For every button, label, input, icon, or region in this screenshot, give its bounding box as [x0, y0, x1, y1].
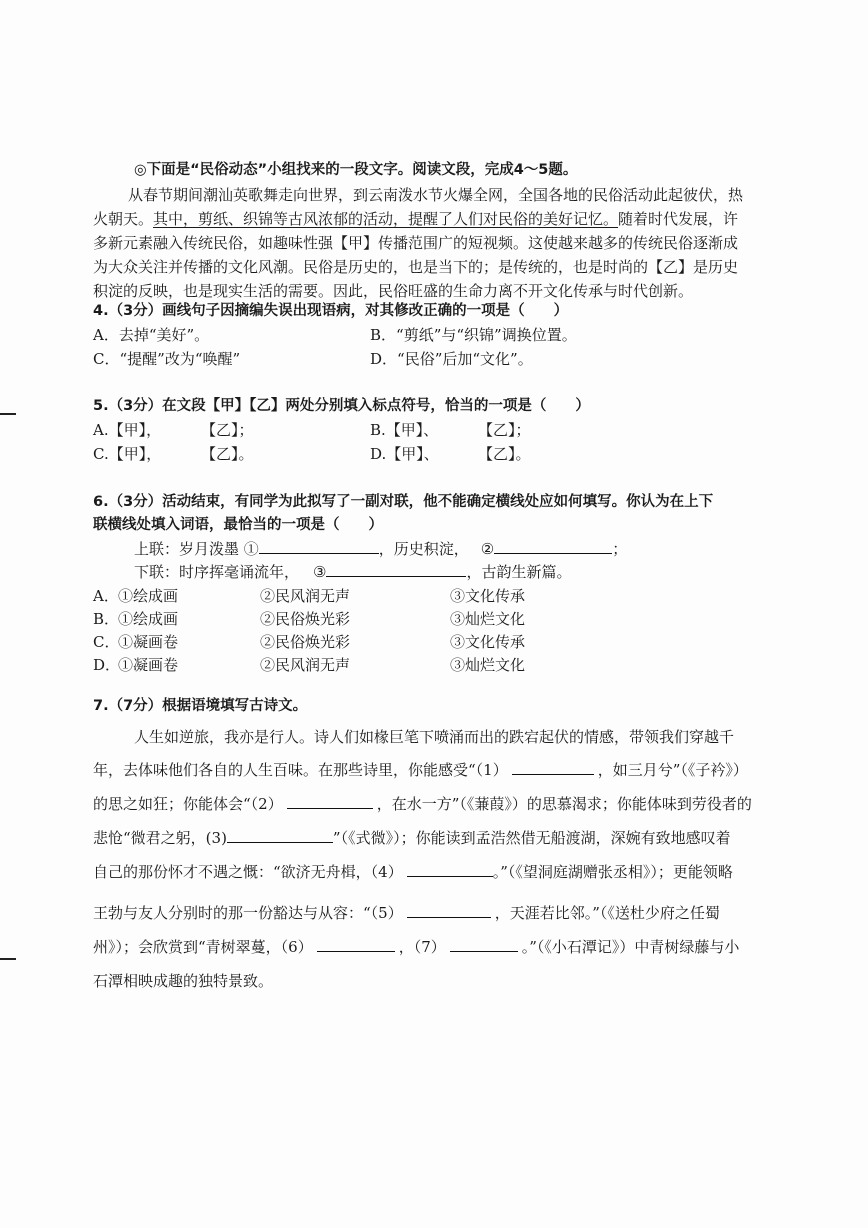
q4-option-c: C．“提醒”改为“唤醒” — [93, 350, 241, 368]
passage-line-2: 火朝天。其中，剪纸、织锦等古风浓郁的活动，提醒了人们对民俗的美好记忆。随着时代发展，许 — [93, 210, 739, 228]
q6-option-a: A．①绘成画 ②民风润无声 ③文化传承 — [93, 587, 526, 605]
section-intro: ◎下面是“民俗动态”小组找来的一段文字。阅读文段，完成4～5题。 — [134, 162, 578, 178]
blank-2[interactable] — [494, 539, 612, 554]
passage-line-5: 积淀的反映，也是现实生活的需要。因此，民俗旺盛的生命力离不开文化传承与时代创新。 — [93, 282, 694, 300]
couplet-upper: 上联：岁月泼墨 ① ，历史积淀， ② ； — [134, 540, 628, 558]
q6-option-d: D．①凝画卷 ②民风润无声 ③灿烂文化 — [93, 656, 526, 674]
q7-line-1: 人生如逆旅，我亦是行人。诗人们如椽巨笔下喷涌而出的跌宕起伏的情感，带领我们穿越千 — [134, 728, 735, 746]
passage-line-3: 多新元素融入传统民俗，如趣味性强【甲】传播范围广的短视频。这使越来越多的传统民俗逐渐成 — [93, 234, 739, 252]
q7-line-7: 州》）；会欣赏到“青树翠蔓，（6） ，（7） 。”（《小石潭记》）中青树绿藤与小 — [93, 938, 740, 956]
poem-blank-1[interactable] — [512, 760, 594, 775]
passage-line-4: 为大众关注并传播的文化风潮。民俗是历史的，也是当下的；是传统的，也是时尚的【乙】是历史 — [93, 258, 739, 276]
poem-blank-7[interactable] — [450, 937, 518, 952]
q4-option-b: B．“剪纸”与“织锦”调换位置。 — [370, 326, 577, 344]
q7-line-4: 悲怆“微君之躬，(3) ”（《式微》）；你能读到孟浩然借无船渡湖，深婉有致地感叹着 — [93, 829, 731, 847]
q7-line-3: 的思之如狂；你能体会“（2） ，在水一方”（《蒹葭》）的思慕渴求；你能体味到劳役者的 — [93, 795, 752, 813]
q7-line-8: 石潭相映成趣的独特景致。 — [93, 972, 274, 990]
underlined-sentence: 其中，剪纸、织锦等古风浓郁的活动，提醒了人们对民俗的美好记忆。 — [153, 210, 619, 228]
q5-option-c: C.【甲】， 【乙】。 — [93, 445, 254, 463]
blank-3[interactable] — [326, 562, 466, 577]
q7-line-6: 王勃与友人分别时的那一份豁达与从容：“（5） ，天涯若比邻。”（《送杜少府之任蜀 — [93, 904, 720, 922]
q4-option-d: D．“民俗”后加“文化”。 — [370, 350, 533, 368]
margin-mark-bottom — [0, 958, 16, 960]
q7-line-2: 年，去体味他们各自的人生百味。在那些诗里，你能感受“（1） ，如三月兮”（《子衿》） — [93, 761, 748, 779]
q6-stem-line-1: 6.（3分）活动结束，有同学为此拟写了一副对联，他不能确定横线处应如何填写。你认为在上下 — [93, 494, 714, 510]
couplet-lower: 下联：时序挥毫诵流年， ③ ，古韵生新篇。 — [134, 563, 572, 581]
q5-option-b: B.【甲】、 【乙】； — [370, 421, 531, 439]
q4-stem: 4.（3分）画线句子因摘编失误出现语病，对其修改正确的一项是（ ） — [93, 303, 569, 319]
q7-line-5: 自己的那份怀才不遇之慨：“欲济无舟楫，（4） 。”（《望洞庭湖赠张丞相》）；更能领略 — [93, 863, 733, 881]
passage-line-1: 从春节期间潮汕英歌舞走向世界，到云南泼水节火爆全网，全国各地的民俗活动此起彼伏，热 — [128, 186, 744, 204]
q4-option-a: A．去掉“美好”。 — [93, 326, 210, 344]
circle-bullet-icon: ◎ — [134, 162, 147, 178]
q5-option-a: A.【甲】， 【乙】； — [93, 421, 254, 439]
q5-stem: 5.（3分）在文段【甲】【乙】两处分别填入标点符号，恰当的一项是（ ） — [93, 398, 590, 414]
q7-stem: 7.（7分）根据语境填写古诗文。 — [93, 698, 308, 714]
poem-blank-4[interactable] — [407, 862, 493, 877]
poem-blank-3[interactable] — [227, 828, 333, 843]
blank-1[interactable] — [259, 539, 379, 554]
poem-blank-2[interactable] — [287, 794, 373, 809]
q6-option-b: B．①绘成画 ②民俗焕光彩 ③灿烂文化 — [93, 610, 526, 628]
q6-stem-line-2: 联横线处填入词语，最恰当的一项是（ ） — [93, 517, 383, 533]
margin-mark-top — [0, 413, 16, 415]
poem-blank-6[interactable] — [317, 937, 395, 952]
q6-option-c: C．①凝画卷 ②民俗焕光彩 ③文化传承 — [93, 633, 526, 651]
q5-option-d: D.【甲】、 【乙】。 — [370, 445, 531, 463]
poem-blank-5[interactable] — [407, 903, 491, 918]
